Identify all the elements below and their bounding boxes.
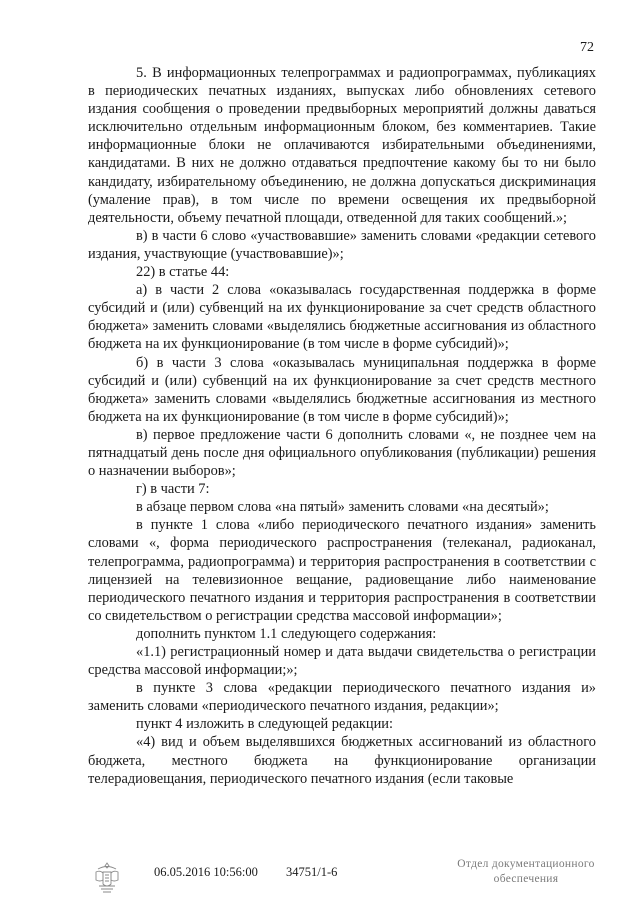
department-stamp-line-2: обеспечения — [493, 873, 559, 885]
page-number: 72 — [580, 40, 594, 55]
document-body — [88, 64, 596, 788]
paragraph-12: в пункте 3 слова «редакции периодического печатного издания и» заменить словами «периодического печатного издания, редакции»; — [88, 680, 596, 715]
footer-timestamp: 06.05.2016 10:56:00 — [154, 865, 258, 879]
paragraph-7: г) в части 7: — [136, 481, 210, 498]
paragraph-8: в абзаце первом слова «на пятый» заменить словами «на десятый»; — [136, 499, 549, 516]
paragraph-11: «1.1) регистрационный номер и дата выдачи свидетельства о регистрации средства массовой информации;»; — [88, 644, 596, 679]
paragraph-3: 22) в статье 44: — [136, 264, 230, 281]
page-footer — [0, 852, 640, 902]
paragraph-4: а) в части 2 слова «оказывалась государственная поддержка в форме субсидий и (или) субвенций на их функционирование за счет средств областного бюджета» заменить словами «выделялись бюджетные ассигнования из областного бюджета на их функционирование (в том числе в форме субсидий)»; — [88, 282, 596, 353]
department-stamp-line-1: Отдел документационного — [457, 858, 595, 870]
paragraph-10: дополнить пунктом 1.1 следующего содержания: — [136, 625, 437, 642]
footer-doc-number: 34751/1-6 — [286, 865, 338, 879]
paragraph-14: «4) вид и объем выделявшихся бюджетных ассигнований из областного бюджета, местного бюджета на функционирование организации телерадиовещания, периодического печатного издания (если таковые — [88, 734, 596, 787]
coat-of-arms-emblem-icon — [92, 860, 122, 894]
department-stamp — [446, 857, 606, 887]
paragraph-2: в) в части 6 слово «участвовавшие» заменить словами «редакции сетевого издания, участвующие (участвовавшие)»; — [88, 227, 596, 262]
paragraph-13: пункт 4 изложить в следующей редакции: — [136, 716, 393, 733]
paragraph-1: 5. В информационных телепрограммах и радиопрограммах, публикациях в периодических печатных изданиях, выпусках либо обновлениях сетевого издания сообщения о проведении предвыборных мероприятий должны даваться исключительно отдельным информационным блоком, без комментариев. Такие информационные блоки не оплачиваются избирательными объединениями, кандидатами. В них не должно отдаваться предпочтение какому бы то ни было кандидату, избирательному объединению, не должна допускаться дискриминация (умаление прав), в том числе по времени освещения их предвыборной деятельности, объему печатной площади, отведенной для таких сообщений.»; — [88, 65, 596, 226]
paragraph-5: б) в части 3 слова «оказывалась муниципальная поддержка в форме субсидий и (или) субвенций на их функционирование за счет средств местного бюджета» заменить словами «выделялись бюджетные ассигнования из местного бюджета на их функционирование (в том числе в форме субсидий)»; — [88, 354, 596, 425]
paragraph-6: в) первое предложение части 6 дополнить словами «, не позднее чем на пятнадцатый день после дня официального опубликования (публикации) решения о назначении выборов»; — [88, 426, 596, 480]
paragraph-9: в пункте 1 слова «либо периодического печатного издания» заменить словами «, форма периодического распространения (телеканал, радиоканал, телепрограмма, радиопрограмма) и территория распространения в соответствии с лицензией на телевизионное вещание, радиовещание либо наименование периодического печатного издания и территория распространения в соответствии со свидетельством о регистрации средства массовой информации»; — [88, 517, 596, 624]
